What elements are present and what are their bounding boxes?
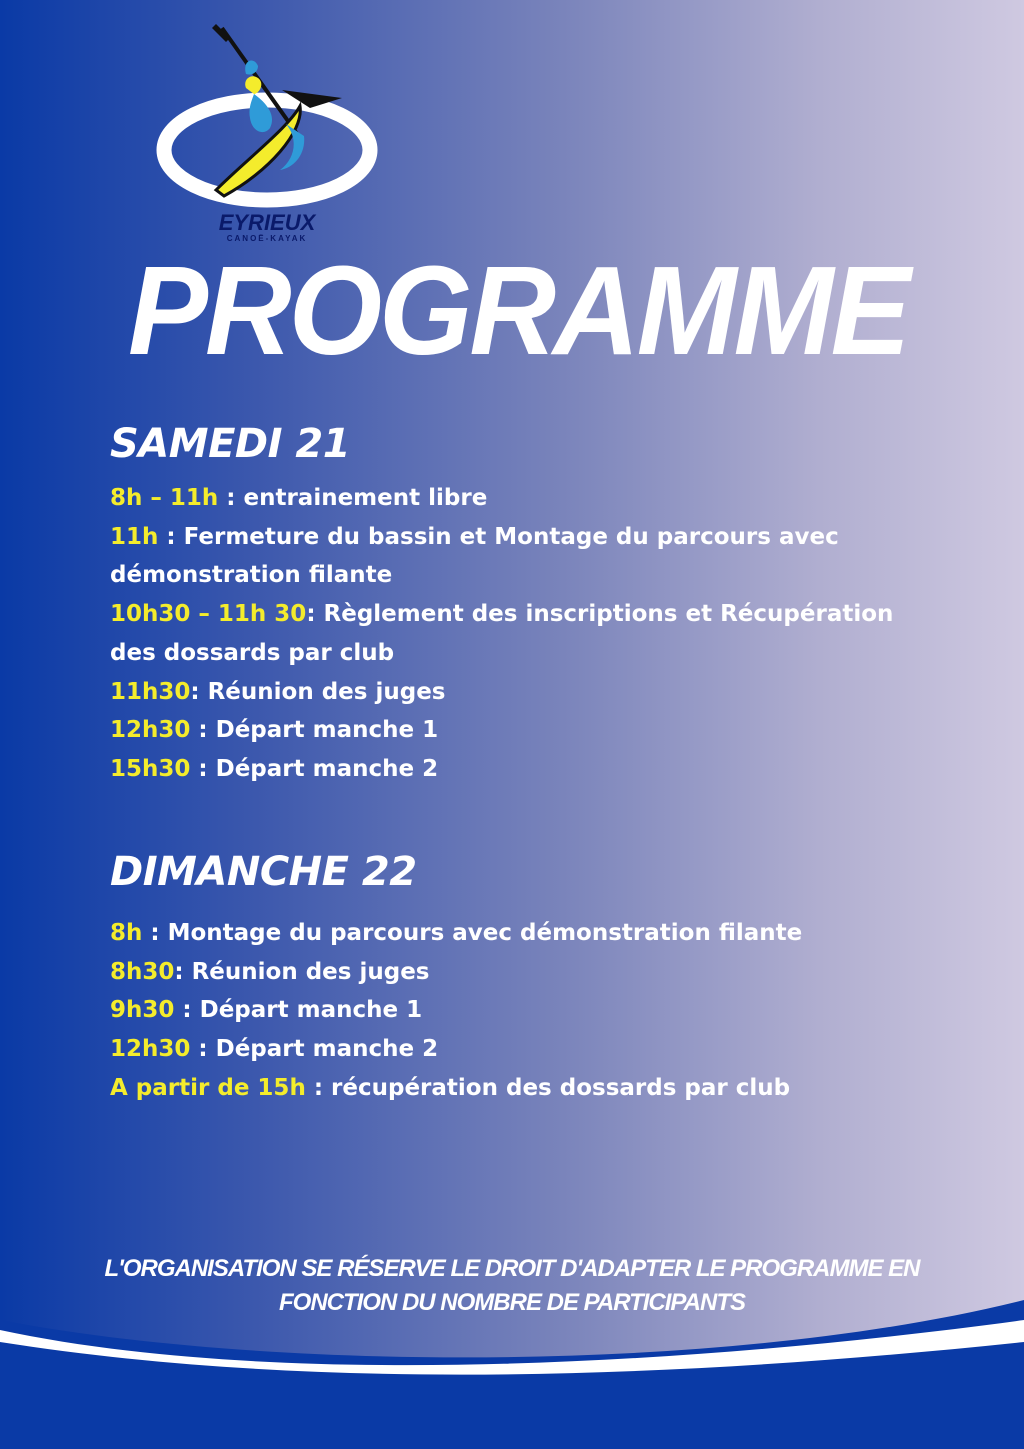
schedule-item [110, 479, 930, 518]
schedule-item [110, 914, 930, 953]
logo-brand: EYRIEUX [218, 210, 316, 235]
schedule-time: 15h30 [110, 755, 191, 782]
saturday-schedule [110, 479, 930, 789]
schedule-time: 8h – 11h [110, 485, 219, 511]
schedule-time: 12h30 [110, 1036, 191, 1063]
disclaimer-line-2: FONCTION DU NOMBRE DE PARTICIPANTS [278, 1289, 745, 1316]
schedule-text: : Départ manche 1 [174, 997, 423, 1024]
schedule-text: : Montage du parcours avec démonstration filante [142, 920, 803, 946]
schedule-text: : entrainement libre [218, 485, 488, 511]
schedule-item [110, 991, 930, 1030]
schedule-time: 11h30 [110, 678, 191, 705]
schedule-time: 10h30 – 11h 30 [110, 601, 307, 628]
schedule-text: : récupération des dossards par club [305, 1074, 791, 1101]
footer-wave [0, 1290, 1024, 1449]
schedule-time: 11h [110, 523, 159, 550]
schedule-text: : Départ manche 1 [190, 717, 439, 744]
schedule-time: 12h30 [110, 717, 191, 744]
club-logo [150, 20, 385, 245]
schedule-time: 9h30 [110, 997, 175, 1024]
schedule-item [110, 953, 930, 992]
schedule-item [110, 595, 930, 672]
sunday-heading: DIMANCHE 22 [110, 849, 417, 895]
schedule-item [110, 711, 930, 750]
disclaimer-line-1: L'ORGANISATION SE RÉSERVE LE DROIT D'ADAPTER LE PROGRAMME EN [104, 1255, 920, 1282]
schedule-text: : Règlement des inscriptions et Récupération des dossards par club [110, 601, 894, 666]
sunday-schedule [110, 914, 930, 1108]
kayak-paddler-icon [150, 20, 385, 245]
schedule-text: : Fermeture du bassin et Montage du parcours avec démonstration filante [110, 523, 839, 589]
schedule-text: : Départ manche 2 [190, 755, 439, 782]
schedule-item [110, 1069, 930, 1108]
schedule-text: : Réunion des juges [174, 958, 430, 985]
saturday-heading: SAMEDI 21 [110, 421, 351, 467]
schedule-text: : Départ manche 2 [190, 1036, 439, 1063]
page-title: PROGRAMME [128, 240, 908, 382]
logo-subtitle: CANOË-KAYAK [226, 234, 308, 243]
wave-shape [0, 1290, 1024, 1449]
schedule-time: A partir de 15h [110, 1074, 306, 1101]
schedule-time: 8h [110, 920, 143, 946]
schedule-text: : Réunion des juges [190, 678, 446, 705]
schedule-item [110, 518, 930, 595]
schedule-item [110, 673, 930, 712]
schedule-item [110, 750, 930, 789]
schedule-item [110, 1030, 930, 1069]
schedule-time: 8h30 [110, 958, 175, 985]
